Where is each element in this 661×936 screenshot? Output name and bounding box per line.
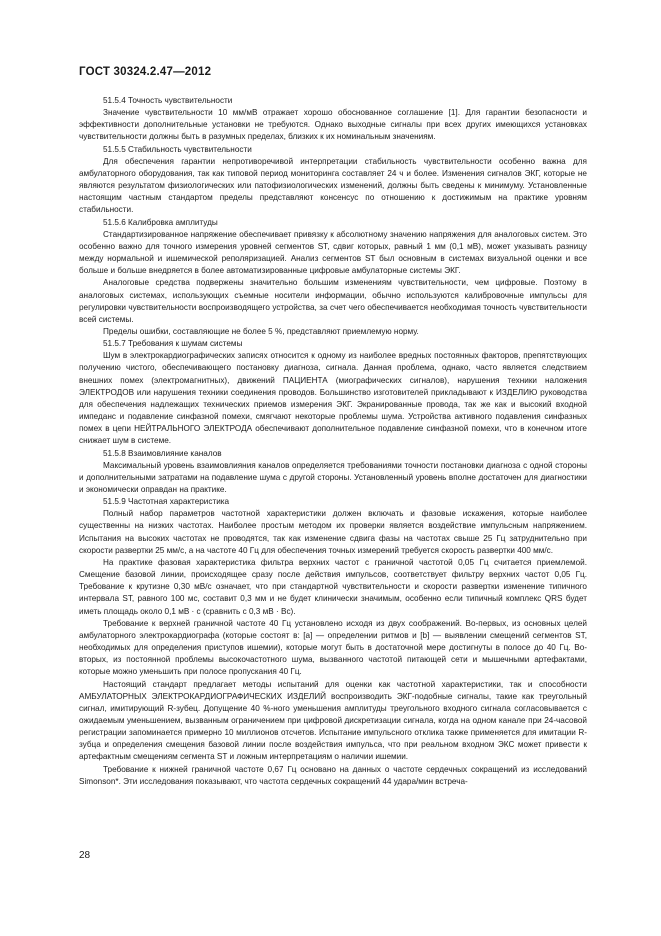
page-number: 28 [79, 850, 91, 861]
section-heading: 51.5.8 Взаимовлияние каналов [103, 448, 222, 458]
body-paragraph: Значение чувствительности 10 мм/мВ отражает хорошо обоснованное соглашение [1]. Для гарантии безопасности и эффективности дополнительные установки не требуются. Однако выходные сигналы при всех других имеющихся установках чувствительности должны быть в разумных пределах, близких к их номинальным значениям. [79, 108, 587, 142]
body-paragraph: Стандартизированное напряжение обеспечивает привязку к абсолютному значению напряжения для аналоговых систем. Это особенно важно для точного измерения уровней сегментов ST, сдвиг которых, равный 1 мм (0,1 мВ), может указывать разницу между нормальной и ишемической реполяризацией. Анализ сегментов ST был основным в системах визуальной оценки и все больше и больше внедряется в более автоматизированные цифровые амбулаторные системы ЭКГ. [79, 229, 587, 276]
section-heading: 51.5.5 Стабильность чувствительности [103, 144, 252, 154]
body-paragraph: Настоящий стандарт предлагает методы испытаний для оценки как частотной характеристики, так и способности АМБУЛАТОРНЫХ ЭЛЕКТРОКАРДИОГРАФИЧЕСКИХ ИЗДЕЛИЙ воспроизводить ЭКГ-подобные сигналы, такие как треугольный сигнал, имитирующий R-зубец. Допущение 40 %-ного уменьшения амплитуды треугольного входного сигнала согласовывается с ожидаемым уменьшением, вызванным ограничением при цифровой дискретизации сигнала, когда на одном канале при 24-часовой регистрации запоминается примерно 10 миллионов отсчетов. Испытание импульсного отклика также применяется для имитации R-зубца и определения смещения базовой линии после воздействия импульса, что при реальном входном ЭКС может привести к артефактным смещениям сегмента ST и ложным интерпретациям о наличии ишемии. [79, 679, 587, 762]
body-paragraph: Для обеспечения гарантии непротиворечивой интерпретации стабильность чувствительности особенно важна для амбулаторного оборудования, так как типовой период мониторинга составляет 24 ч и более. Изменения сигналов ЭКГ, которые не являются результатом физиологических или патофизиологических изменений, должны быть сведены к минимуму. Установленные настоящим частным стандартом пределы представляют консенсус по отношению к достижимым на практике уровням стабильности. [79, 156, 587, 215]
body-paragraph: Требование к нижней граничной частоте 0,67 Гц основано на данных о частоте сердечных сокращений из исследований Simonson*. Эти исследования показывают, что частота сердечных сокращений 44 удара/мин встреча- [79, 764, 587, 786]
body-paragraph: Максимальный уровень взаимовлияния каналов определяется требованиями точности постановки диагноза с одной стороны и дополнительными затратами на подавление шума с другой стороны. Установленный уровень вполне достаточен для диагностики и экономически оправдан на практике. [79, 460, 587, 494]
body-paragraph: Шум в электрокардиографических записях относится к одному из наиболее вредных постоянных факторов, препятствующих получению чистого, обеспечивающего постановку диагноза, сигнала. Данная проблема, однако, часто является следствием внешних помех (электромагнитных), движений ПАЦИЕНТА (миографических сигналов), нарушения техники наложения ЭЛЕКТРОДОВ или нарушения техники соединения проводов. Большинство изготовителей прикладывают к ИЗДЕЛИЮ руководства для обеспечения надлежащих технических приемов измерения ЭКГ. Экранированные провода, так же как и высокий входной импеданс и подавление синфазной помехи, смягчают некоторые проблемы шума. Устройства активного подавления синфазных помех в цепи НЕЙТРАЛЬНОГО ЭЛЕКТРОДА обеспечивают дополнительное подавление синфазной помехи, что в конечном итоге снижает шум в системе. [79, 351, 587, 446]
body-paragraph: Аналоговые средства подвержены значительно большим изменениям чувствительности, чем цифровые. Поэтому в аналоговых системах, использующих съемные носители информации, обычно используются калибровочные импульсы для регулировки чувствительности воспроизводящего устройства, за счет чего обеспечивается необходимая точность чувствительности всей системы. [79, 278, 587, 324]
section-heading: 51.5.6 Калибровка амплитуды [103, 217, 218, 227]
body-paragraph: На практике фазовая характеристика фильтра верхних частот с граничной частотой 0,05 Гц считается приемлемой. Смещение базовой линии, происходящее сразу после действия импульсов, соответствует фильтру верхних частот 0,05 Гц. Требование к крутизне 0,30 мВ/с означает, что при стандартной чувствительности и скорости развертки изменение типичного интервала ST, равного 100 мс, составит 0,3 мм и не будет клинически значимым, особенно если типичный комплекс QRS будет иметь площадь около 0,1 мВ · с (сравнить с 0,3 мВ · Вс). [79, 557, 587, 616]
body-paragraph: Полный набор параметров частотной характеристики должен включать и фазовые искажения, которые наиболее существенны на низких частотах. Наиболее простым методом их проверки является воздействие импульсным напряжением. Испытания на высоких частотах не проводятся, так как изменение сдвига фазы на частотах свыше 25 Гц затруднительно при скорости развертки 25 мм/с, а на частоте 40 Гц для обеспечения точных измерений требуется скорость развертки 400 мм/с. [79, 509, 587, 555]
section-heading: 51.5.7 Требования к шумам системы [103, 339, 243, 349]
section-heading: 51.5.9 Частотная характеристика [103, 497, 230, 507]
document-body [79, 95, 587, 788]
document-header: ГОСТ 30324.2.47—2012 [79, 66, 212, 78]
body-paragraph: Требование к верхней граничной частоте 40 Гц установлено исходя из двух соображений. Во-первых, из основных целей амбулаторного электрокардиографа (которые состоят в: [а] — определении ритмов и [b] — выявлении смещений сегментов ST, необходимых для определения приступов ишемии), которые могут быть в достаточной мере достигнуты в полосе до 40 Гц. Во-вторых, из постоянной проблемы высокочастотного шума, вызванного частотой питающей сети и мышечными артефактами, которые можно уменьшить при полосе пропускания 40 Гц. [79, 618, 587, 677]
section-heading: 51.5.4 Точность чувствительности [103, 96, 233, 105]
body-paragraph: Пределы ошибки, составляющие не более 5 %, представляют приемлемую норму. [103, 326, 419, 336]
